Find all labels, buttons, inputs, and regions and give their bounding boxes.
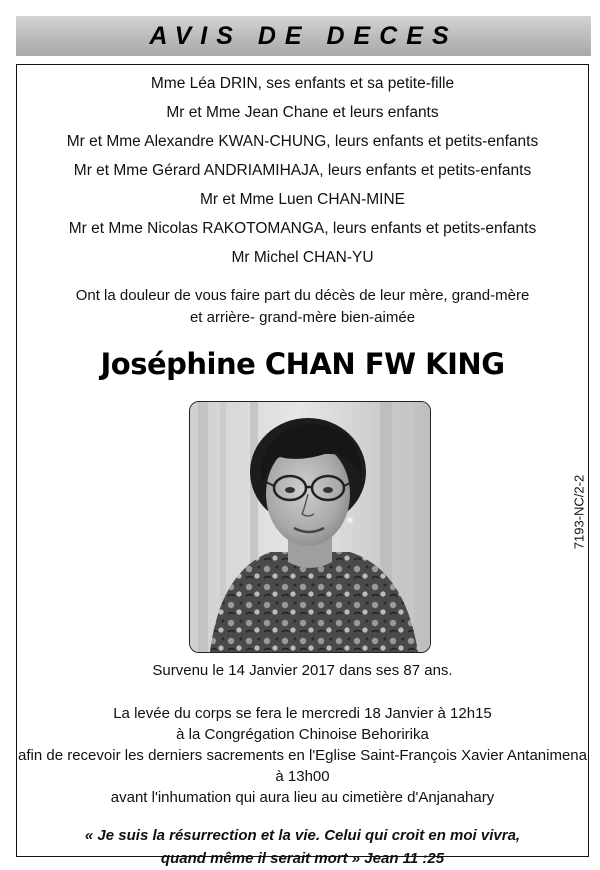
announcement-text (17, 285, 588, 329)
ceremony-line: afin de recevoir les derniers sacrements en l'Eglise Saint-François Xavier Antanimena (18, 747, 587, 764)
family-line: Mr et Mme Gérard ANDRIAMIHAJA, leurs enfants et petits-enfants (73, 162, 532, 179)
family-line: Mr Michel CHAN-YU (231, 249, 374, 266)
family-line: Mme Léa DRIN, ses enfants et sa petite-fille (150, 75, 455, 92)
notice-frame (16, 64, 589, 867)
ceremony-line: à la Congrégation Chinoise Behoririka (176, 726, 429, 743)
ceremony-line: à 13h00 (275, 768, 330, 785)
ceremony-line: avant l'inhumation qui aura lieu au cimetière d'Anjanahary (110, 789, 495, 806)
quote-line-2: quand même il serait mort » Jean 11 :25 (160, 850, 445, 867)
family-line: Mr et Mme Jean Chane et leurs enfants (166, 104, 439, 121)
ceremony-details (17, 703, 588, 808)
family-list (17, 69, 588, 272)
family-line: Mr et Mme Luen CHAN-MINE (200, 191, 405, 208)
header-banner (16, 16, 591, 56)
quote-line-1: « Je suis la résurrection et la vie. Celui qui croit en moi vivra, (84, 827, 521, 844)
portrait-image (190, 402, 430, 652)
family-line: Mr et Mme Alexandre KWAN-CHUNG, leurs enfants et petits-enfants (66, 133, 539, 150)
bible-quote (17, 824, 588, 870)
death-date: Survenu le 14 Janvier 2017 dans ses 87 ans. (152, 662, 453, 679)
reference-code: 7193-NC/2-2 (571, 474, 587, 550)
announcement-line-1: Ont la douleur de vous faire part du décès de leur mère, grand-mère (75, 287, 530, 304)
family-line: Mr et Mme Nicolas RAKOTOMANGA, leurs enfants et petits-enfants (68, 220, 537, 237)
ceremony-line: La levée du corps se fera le mercredi 18 Janvier à 12h15 (113, 705, 492, 722)
deceased-name: Joséphine CHAN FW KING (100, 347, 505, 381)
notice-title: AVIS DE DECES (149, 21, 458, 50)
announcement-line-2: et arrière- grand-mère bien-aimée (189, 309, 416, 326)
portrait-photo (189, 401, 431, 653)
